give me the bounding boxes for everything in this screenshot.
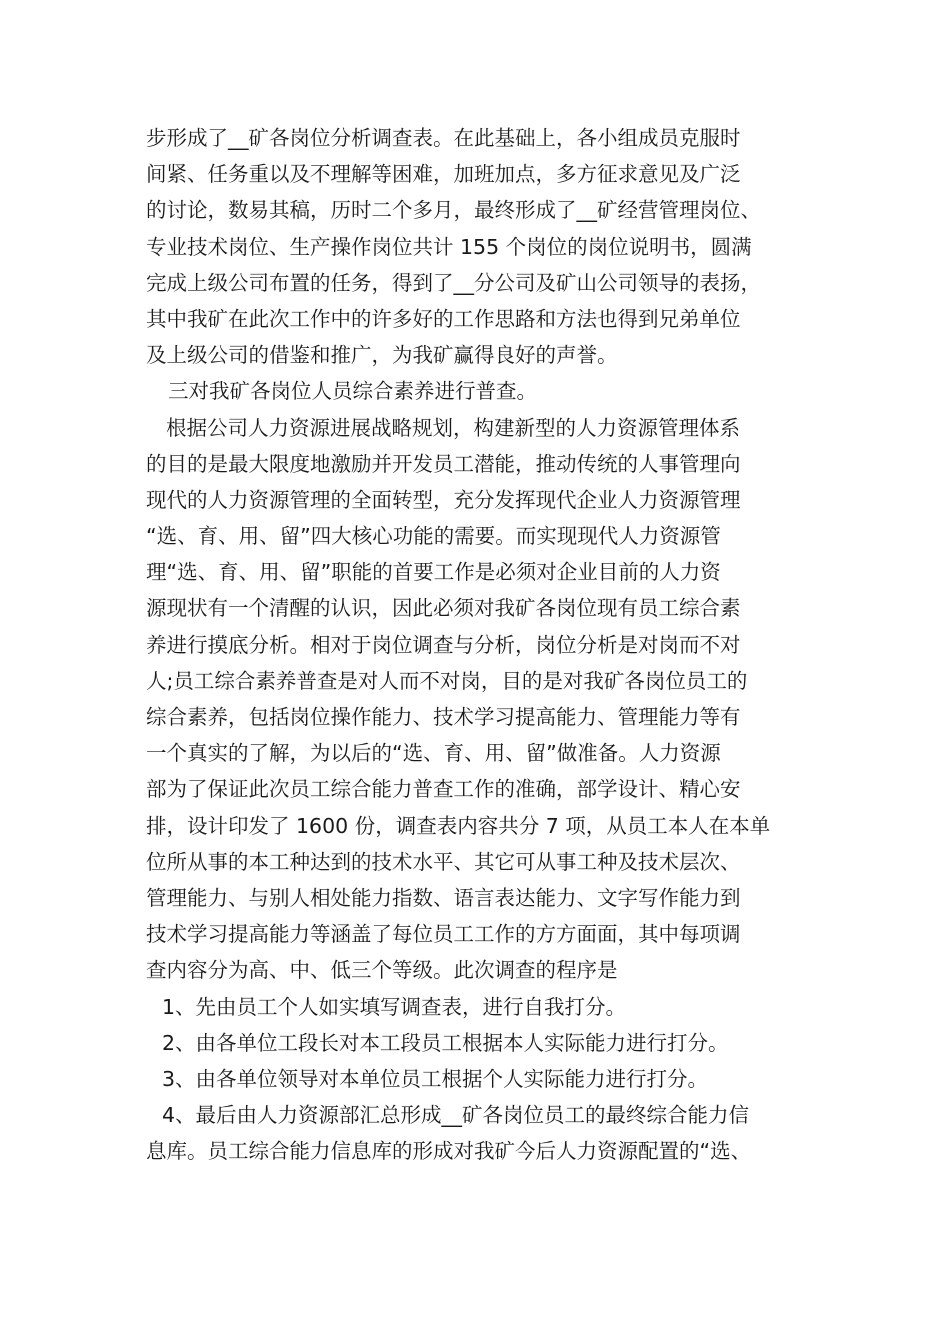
paragraph-line: 源现状有一个清醒的认识，因此必须对我矿各岗位现有员工综合素 <box>146 596 741 621</box>
paragraph-line: 查内容分为高、中、低三个等级。此次调查的程序是 <box>146 958 618 983</box>
paragraph-line: 位所从事的本工种达到的技术水平、其它可从事工种及技术层次、 <box>146 849 741 874</box>
paragraph-line: “选、育、用、留”四大核心功能的需要。而实现现代人力资源管 <box>146 524 721 549</box>
paragraph-line: 息库。员工综合能力信息库的形成对我矿今后人力资源配置的“选、 <box>146 1139 752 1164</box>
paragraph-line: 排，设计印发了 1600 份，调查表内容共分 7 项，从员工本人在本单 <box>146 813 771 838</box>
paragraph-line: 步形成了__矿各岗位分析调查表。在此基础上，各小组成员克服时 <box>146 126 741 150</box>
paragraph-line: 的讨论，数易其稿，历时二个多月，最终形成了__矿经营管理岗位、 <box>146 198 761 223</box>
document-body <box>146 120 836 1169</box>
paragraph-line: 养进行摸底分析。相对于岗位调查与分析，岗位分析是对岗而不对 <box>146 632 741 657</box>
paragraph-line: 综合素养，包括岗位操作能力、技术学习提高能力、管理能力等有 <box>146 705 741 729</box>
paragraph-line: 的目的是最大限度地激励并开发员工潜能，推动传统的人事管理向 <box>146 451 741 476</box>
list-item: 4、最后由人力资源部汇总形成__矿各岗位员工的最终综合能力信 <box>162 1103 750 1128</box>
paragraph-line: 专业技术岗位、生产操作岗位共计 155 个岗位的岗位说明书，圆满 <box>146 234 752 259</box>
paragraph-line: 完成上级公司布置的任务，得到了__分公司及矿山公司领导的表扬， <box>146 270 761 295</box>
list-item: 2、由各单位工段长对本工段员工根据本人实际能力进行打分。 <box>162 1030 729 1055</box>
paragraph-line: 理“选、育、用、留”职能的首要工作是必须对企业目前的人力资 <box>146 560 721 585</box>
paragraph-line: 现代的人力资源管理的全面转型，充分发挥现代企业人力资源管理 <box>146 487 741 512</box>
section-heading: 三对我矿各岗位人员综合素养进行普查。 <box>168 379 537 404</box>
list-item: 3、由各单位领导对本单位员工根据个人实际能力进行打分。 <box>162 1066 709 1091</box>
paragraph-line: 间紧、任务重以及不理解等困难，加班加点，多方征求意见及广泛 <box>146 162 741 187</box>
paragraph-line: 一个真实的了解，为以后的“选、育、用、留”做准备。人力资源 <box>146 741 721 766</box>
paragraph-line: 根据公司人力资源进展战略规划，构建新型的人力资源管理体系 <box>166 415 740 440</box>
list-item: 1、先由员工个人如实填写调查表，进行自我打分。 <box>162 994 627 1019</box>
paragraph-line: 其中我矿在此次工作中的许多好的工作思路和方法也得到兄弟单位 <box>146 306 741 331</box>
paragraph-line: 技术学习提高能力等涵盖了每位员工工作的方方面面，其中每项调 <box>146 922 741 947</box>
paragraph-line: 及上级公司的借鉴和推广，为我矿赢得良好的声誉。 <box>146 343 618 368</box>
paragraph-line: 人;员工综合素养普查是对人而不对岗，目的是对我矿各岗位员工的 <box>146 668 748 693</box>
paragraph-line: 管理能力、与别人相处能力指数、语言表达能力、文字写作能力到 <box>146 885 741 910</box>
paragraph-line: 部为了保证此次员工综合能力普查工作的准确，部学设计、精心安 <box>146 777 741 802</box>
